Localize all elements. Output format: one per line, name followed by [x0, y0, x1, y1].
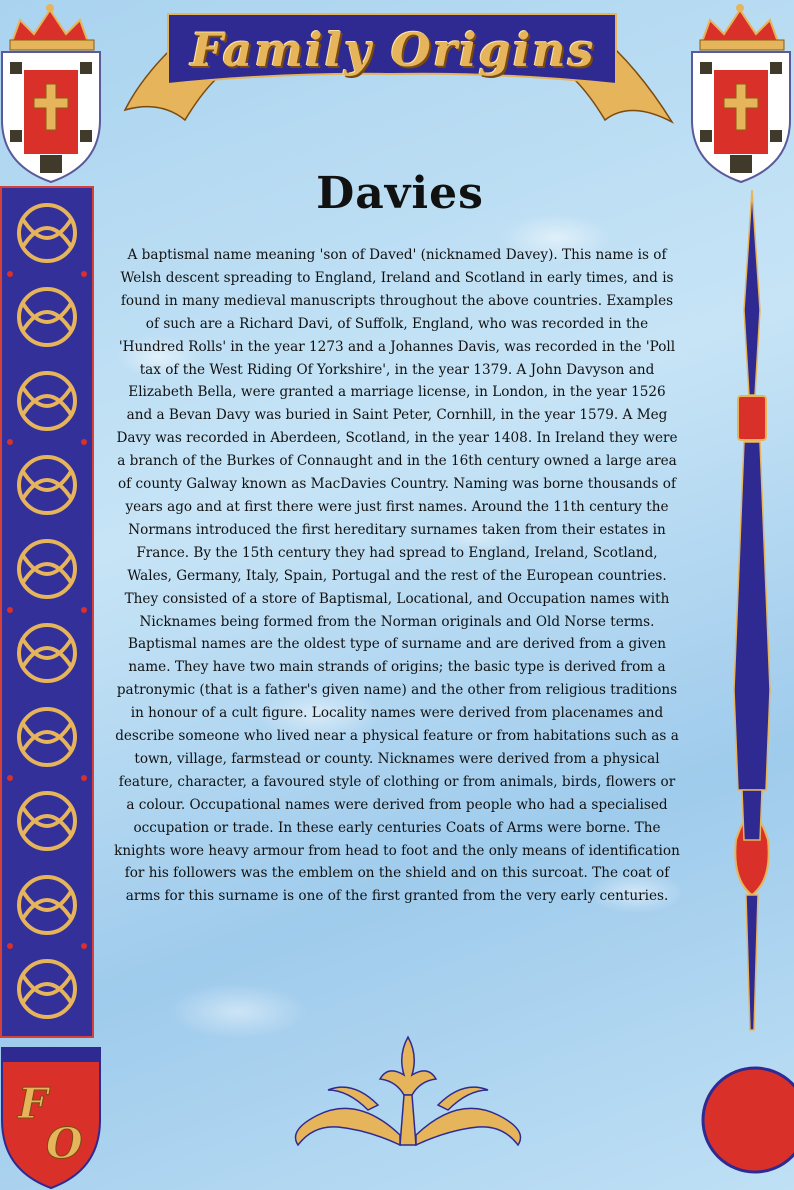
crown-icon: [700, 4, 784, 50]
celtic-knot-icon: [2, 188, 92, 1036]
coat-of-arms-icon: [0, 0, 104, 185]
left-ornamental-border: [0, 186, 94, 1038]
pommel-ball-icon: [700, 1050, 794, 1190]
family-origins-logo: [0, 1040, 104, 1190]
origin-description: A baptismal name meaning 'son of Daved' (nicknamed Davey). This name is of Welsh descent spreading to England, Ireland and Scotland in early times, and is found in many medieval manuscripts throughout the above countries. Examples of such are a Richard Davi, of Suffolk, England, who was recorded in the 'Hundred Rolls' in the year 1273 and a Johannes Davis, was recorded in the 'Poll tax of the West Riding Of Yorkshire', in the year 1379. A John Davyson and Elizabeth Bella, were granted a marriage license, in London, in the year 1526 and a Bevan Davy was buried in Saint Peter, Cornhill, in the year 1579. A Meg Davy was recorded in Aberdeen, Scotland, in the year 1408. In Ireland they were a branch of the Burkes of Connaught and in the 16th century owned a large area of county Galway known as MacDavies Country. Naming was borne thousands of years ago and at first there were just first names. Around the 11th century the Normans introduced the first hereditary surnames taken from their estates in France. By the 15th century they had spread to England, Ireland, Scotland, Wales, Germany, Italy, Spain, Portugal and the rest of the European countries. They consisted of a store of Baptismal, Locational, and Occupation names with Nicknames being formed from the Norman originals and Old Norse terms. Baptismal names are the oldest type of surname and are derived from a given name. They have two main strands of origins; the basic type is derived from a patronymic (that is a father's given name) and the other from religious traditions in honour of a cult figure. Locality names were derived from placenames and describe someone who lived near a physical feature or from habitations such as a town, village, farmstead or county. Nicknames were derived from a physical feature, character, a favoured style of clothing or from animals, birds, flowers or a colour. Occupational names were derived from people who had a specialised occupation or trade. In these early centuries Coats of Arms were borne. The knights wore heavy armour from head to foot and the only means of identification for his followers was the emblem on the shield and on this surcoat. The coat of arms for this surname is one of the first granted from the very early centuries.: [114, 247, 680, 905]
scroll-ornament-icon: [258, 1035, 558, 1155]
sword-icon: [722, 190, 782, 1190]
svg-text:O: O: [46, 1119, 83, 1168]
svg-text:F: F: [18, 1079, 48, 1128]
surname-heading: Davies: [316, 168, 484, 219]
coat-of-arms-icon: [690, 0, 794, 185]
banner-title: Family Origins: [190, 23, 596, 77]
crown-icon: [10, 4, 94, 50]
